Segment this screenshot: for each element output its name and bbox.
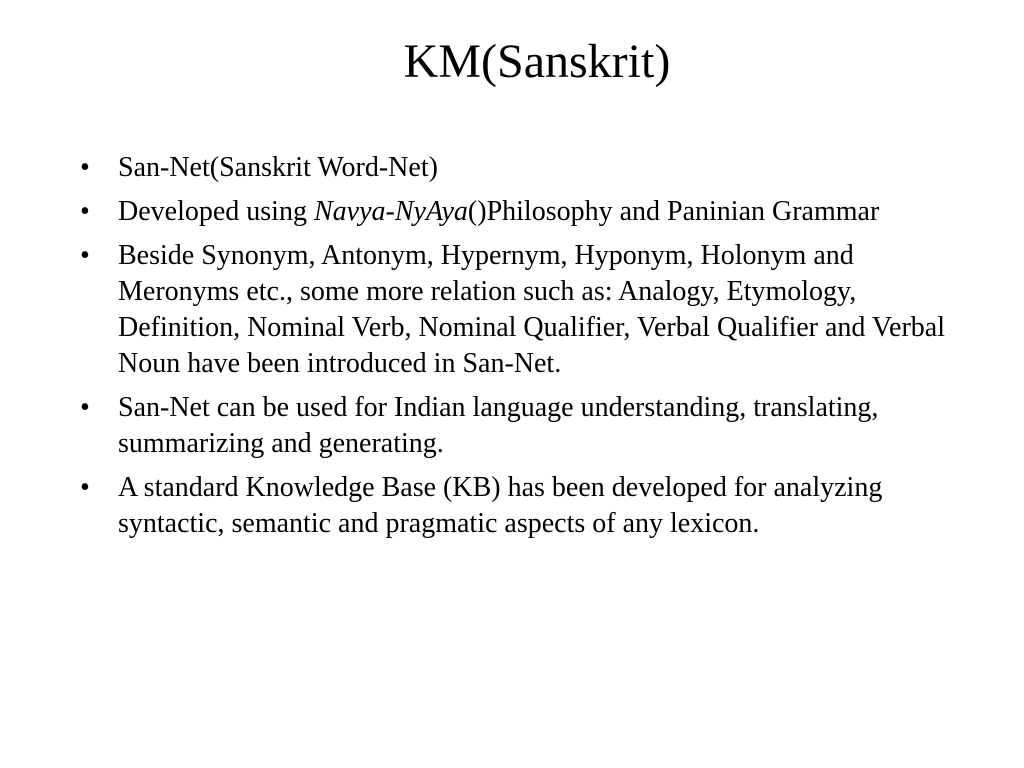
bullet-text: San-Net(Sanskrit Word-Net) — [118, 152, 438, 183]
bullet-item — [80, 238, 960, 382]
bullet-item — [80, 150, 960, 186]
bullet-text: A standard Knowledge Base (KB) has been developed for analyzing syntactic, semantic and pragmatic aspects of any lexicon. — [118, 472, 883, 539]
slide-title: KM(Sanskrit) — [403, 35, 671, 88]
bullet-icon: • — [80, 240, 90, 271]
bullet-text-prefix: Developed using — [118, 196, 314, 227]
bullet-icon: • — [80, 196, 90, 227]
bullet-item — [80, 390, 960, 462]
bullet-item — [80, 470, 960, 542]
bullet-icon: • — [80, 152, 90, 183]
bullet-list — [80, 150, 960, 550]
bullet-icon: • — [80, 472, 90, 503]
bullet-item — [80, 194, 960, 230]
bullet-text: Beside Synonym, Antonym, Hypernym, Hyponym, Holonym and Meronyms etc., some more relation such as: Analogy, Etymology, Definition, Nominal Verb, Nominal Qualifier, Verbal Qualifier and Verbal Noun have been introduced in San-Net. — [118, 240, 945, 379]
bullet-icon: • — [80, 392, 90, 423]
bullet-text: San-Net can be used for Indian language understanding, translating, summarizing and generating. — [118, 392, 879, 459]
bullet-text-italic: Navya-NyAya — [313, 196, 468, 227]
bullet-text-suffix: ()Philosophy and Paninian Grammar — [467, 196, 880, 227]
